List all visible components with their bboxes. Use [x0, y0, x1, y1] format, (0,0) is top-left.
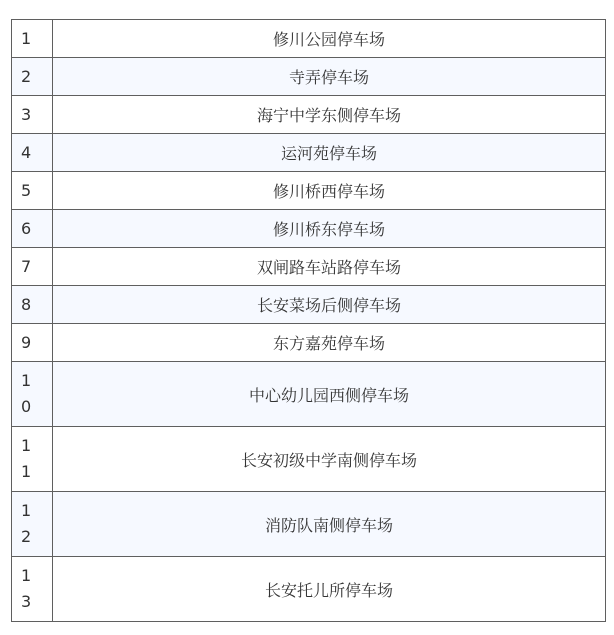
parking-lot-name: 修川公园停车场 — [53, 20, 606, 58]
parking-lot-table — [11, 19, 606, 622]
row-index: 2 — [12, 58, 53, 96]
row-index: 6 — [12, 210, 53, 248]
parking-lot-name: 修川桥东停车场 — [53, 210, 606, 248]
parking-lot-name: 双闸路车站路停车场 — [53, 248, 606, 286]
row-index: 5 — [12, 172, 53, 210]
row-index: 1 — [12, 20, 53, 58]
parking-lot-name: 运河苑停车场 — [53, 134, 606, 172]
table-row — [12, 134, 606, 172]
table-row — [12, 58, 606, 96]
row-index: 11 — [12, 427, 53, 492]
parking-lot-name: 东方嘉苑停车场 — [53, 324, 606, 362]
table-row — [12, 427, 606, 492]
table-row — [12, 20, 606, 58]
row-index: 10 — [12, 362, 53, 427]
row-index: 7 — [12, 248, 53, 286]
parking-lot-name: 海宁中学东侧停车场 — [53, 96, 606, 134]
parking-lot-name: 寺弄停车场 — [53, 58, 606, 96]
parking-lot-name: 长安初级中学南侧停车场 — [53, 427, 606, 492]
row-index: 4 — [12, 134, 53, 172]
table-row — [12, 210, 606, 248]
table-row — [12, 172, 606, 210]
parking-lot-name: 长安菜场后侧停车场 — [53, 286, 606, 324]
parking-lot-name: 修川桥西停车场 — [53, 172, 606, 210]
table-row — [12, 96, 606, 134]
row-index: 8 — [12, 286, 53, 324]
table-row — [12, 492, 606, 557]
table-row — [12, 557, 606, 622]
row-index: 3 — [12, 96, 53, 134]
parking-lot-name: 消防队南侧停车场 — [53, 492, 606, 557]
table-row — [12, 286, 606, 324]
table-row — [12, 362, 606, 427]
table-row — [12, 324, 606, 362]
parking-lot-table-container — [11, 19, 606, 622]
row-index: 9 — [12, 324, 53, 362]
row-index: 13 — [12, 557, 53, 622]
parking-lot-name: 长安托儿所停车场 — [53, 557, 606, 622]
row-index: 12 — [12, 492, 53, 557]
parking-lot-name: 中心幼儿园西侧停车场 — [53, 362, 606, 427]
table-row — [12, 248, 606, 286]
